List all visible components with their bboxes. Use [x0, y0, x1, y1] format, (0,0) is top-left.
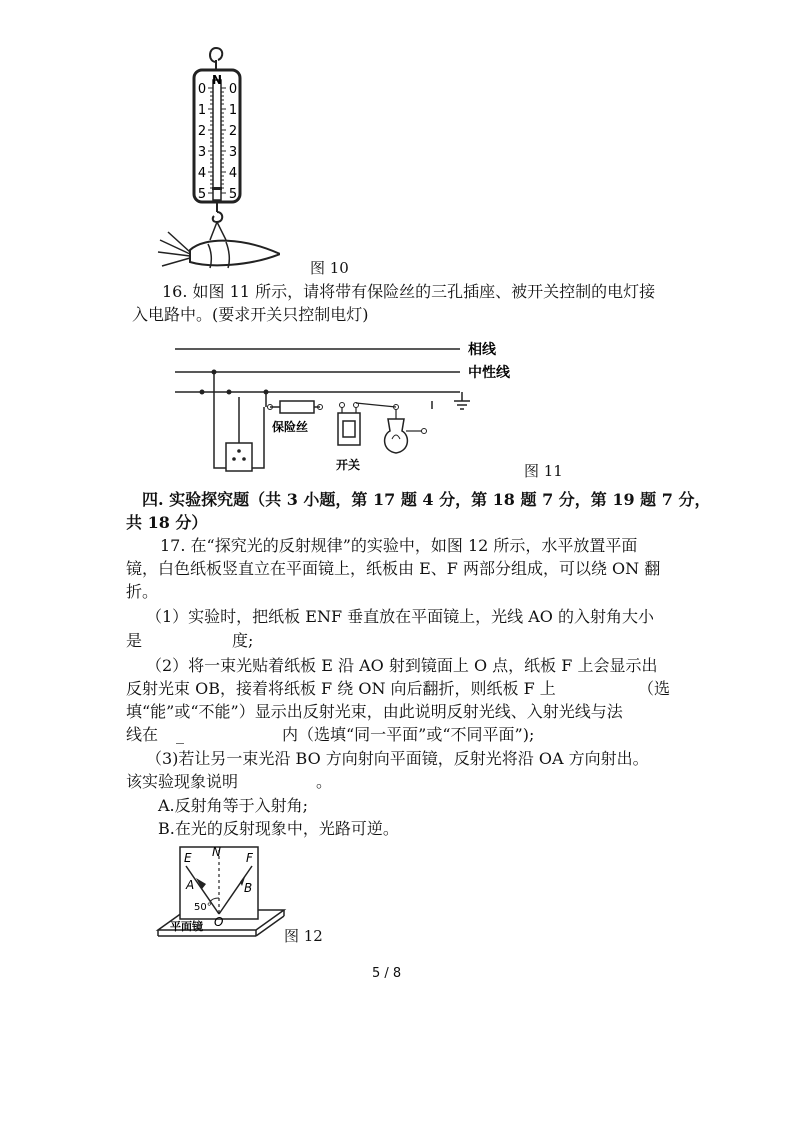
- q16-line1: 16. 如图 11 所示，请将带有保险丝的三孔插座、被开关控制的电灯接: [162, 282, 656, 301]
- q17-part2-line4c: 内（选填“同一平面”或“不同平面”);: [282, 725, 535, 744]
- fig10-top-label: N: [211, 73, 223, 87]
- lamp-bulb: [385, 419, 408, 453]
- label-E: E: [184, 851, 192, 865]
- three-hole-socket: [226, 443, 252, 471]
- label-O: O: [214, 915, 224, 929]
- q17-option-a: A.反射角等于入射角;: [158, 796, 309, 815]
- q17-part2-line1: （2）将一束光贴着纸板 E 沿 AO 射到镜面上 O 点，纸板 F 上会显示出: [146, 656, 658, 675]
- q17-intro-line3: 折。: [126, 582, 159, 601]
- fig10-right-5: 5: [228, 187, 238, 202]
- q17-part2-line3: 填“能”或“不能”）显示出反射光束，由此说明反射光线、入射光线与法: [126, 702, 623, 721]
- q17-part2-line2a: 反射光束 OB，接着将纸板 F 绕 ON 向后翻折，则纸板 F 上: [126, 679, 556, 698]
- fuse-label: 保险丝: [272, 420, 309, 434]
- fuse-box: [280, 401, 314, 413]
- q17-part3-line2b: 。: [316, 772, 333, 791]
- q17-part2-line2b: （选: [638, 679, 671, 698]
- q17-part1-line1: （1）实验时，把纸板 ENF 垂直放在平面镜上，光线 AO 的入射角大小: [146, 607, 654, 626]
- fig10-left-1: 1: [197, 103, 207, 118]
- label-B: B: [244, 881, 253, 895]
- q17-option-b: B.在光的反射现象中，光路可逆。: [158, 819, 399, 838]
- q17-part1-line2a: 是: [126, 631, 143, 650]
- fig10-left-4: 4: [197, 166, 207, 181]
- page-number: 5 / 8: [372, 966, 402, 981]
- q17-part1-line2b: 度;: [232, 631, 254, 650]
- angle-label: 50°: [194, 902, 212, 913]
- q17-intro-line1: 17. 在“探究光的反射规律”的实验中，如图 12 所示，水平放置平面: [160, 536, 638, 555]
- fig10-left-0: 0: [197, 82, 207, 97]
- label-N: N: [212, 845, 221, 859]
- q17-part2-line4b: _: [176, 725, 184, 744]
- label-F: F: [246, 851, 253, 865]
- fig11-caption: 图 11: [524, 462, 563, 480]
- fig11-circuit: [170, 335, 570, 480]
- section4-title-line1: 四. 实验探究题（共 3 小题，第 17 题 4 分，第 18 题 7 分，第 19 题 7 分，: [142, 490, 711, 509]
- section4-title-line2: 共 18 分）: [126, 513, 208, 532]
- fig12-caption: 图 12: [284, 927, 323, 945]
- fig10-right-4: 4: [228, 166, 238, 181]
- fig12-reflection: [150, 842, 290, 947]
- fig10-caption: 图 10: [310, 259, 349, 277]
- q17-intro-line2: 镜，白色纸板竖直立在平面镜上，纸板由 E、F 两部分组成，可以绕 ON 翻: [126, 559, 661, 578]
- q17-part3-line1: （3)若让另一束光沿 BO 方向射向平面镜，反射光将沿 OA 方向射出。: [146, 749, 649, 768]
- q16-line2: 入电路中。(要求开关只控制电灯): [132, 305, 369, 324]
- fig10-left-2: 2: [197, 124, 207, 139]
- label-A: A: [186, 878, 195, 892]
- fig10-right-2: 2: [228, 124, 238, 139]
- q17-part3-line2a: 该实验现象说明: [126, 772, 239, 791]
- switch-label: 开关: [336, 458, 361, 472]
- fig10-right-0: 0: [228, 82, 238, 97]
- live-wire-label: 相线: [468, 342, 496, 358]
- fig10-left-3: 3: [197, 145, 207, 160]
- fig10-spring-scale: [150, 40, 280, 280]
- neutral-wire-label: 中性线: [468, 365, 510, 381]
- q17-part2-line4a: 线在: [126, 725, 159, 744]
- fig10-left-5: 5: [197, 187, 207, 202]
- fig10-right-1: 1: [228, 103, 238, 118]
- fig10-right-3: 3: [228, 145, 238, 160]
- mirror-label: 平面镜: [170, 920, 203, 933]
